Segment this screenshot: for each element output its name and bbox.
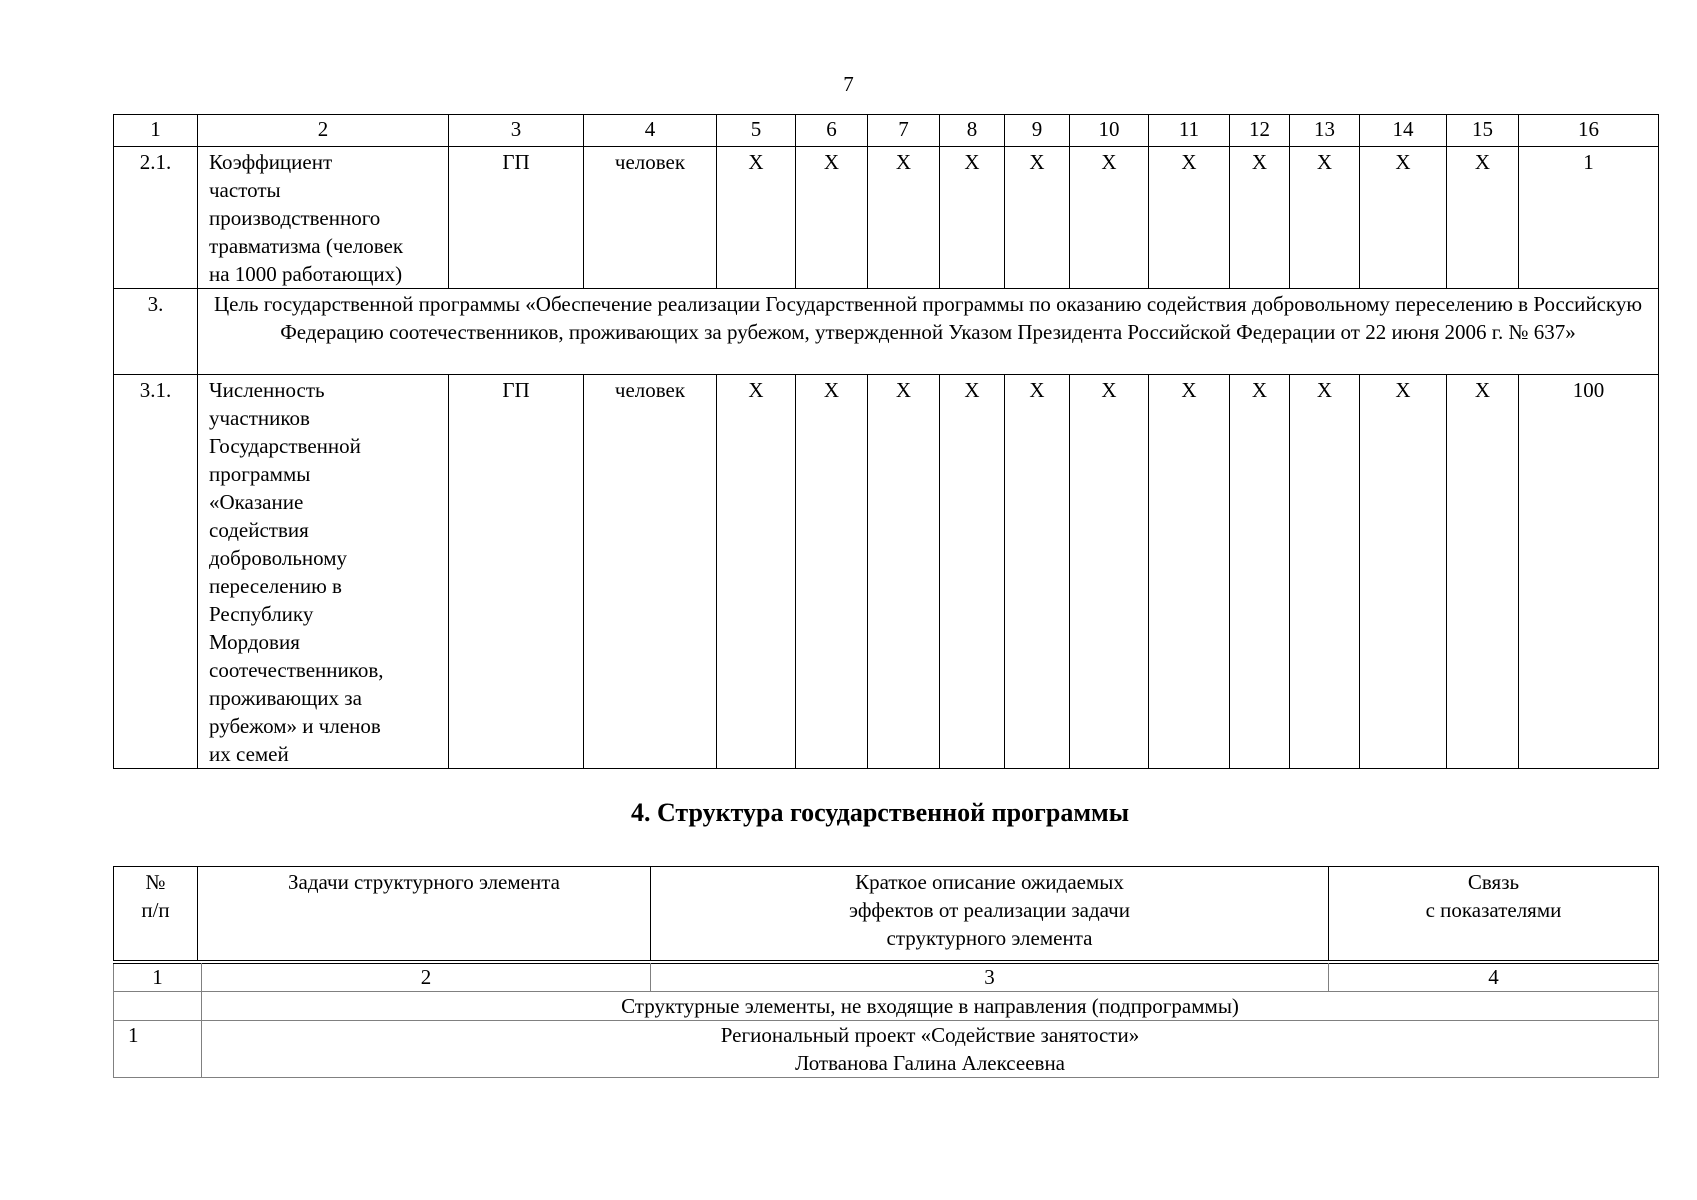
- text-line: структурного элемента: [886, 926, 1093, 950]
- column-number: 2: [202, 964, 651, 992]
- page-number: 7: [843, 72, 854, 96]
- x-cell: X: [1230, 375, 1290, 769]
- section-heading: 4. Структура государственной программы: [630, 798, 1130, 827]
- text-line: Краткое описание ожидаемых: [855, 870, 1124, 894]
- text-line: участников: [209, 406, 310, 430]
- column-number: 3: [651, 964, 1329, 992]
- text-line: Мордовия: [209, 630, 300, 654]
- column-number: 16: [1519, 115, 1659, 147]
- empty-cell: [114, 992, 202, 1021]
- text-line: Коэффициент: [209, 150, 333, 174]
- x-cell: X: [1290, 375, 1360, 769]
- structure-table-header: [113, 866, 1659, 961]
- column-number: 1: [114, 964, 202, 992]
- group-row: [114, 992, 1659, 1021]
- text-line: добровольному: [209, 546, 348, 570]
- column-number: 4: [1329, 964, 1659, 992]
- table-row: [114, 375, 1659, 769]
- x-cell: X: [717, 147, 796, 289]
- x-cell: X: [1290, 147, 1360, 289]
- column-number: 5: [717, 115, 796, 147]
- column-number: 13: [1290, 115, 1360, 147]
- project-row: [114, 1021, 1659, 1078]
- header-number: [114, 867, 198, 961]
- text-line: травматизма (человек: [209, 234, 404, 258]
- x-cell: X: [1005, 375, 1070, 769]
- text-line: Республику: [209, 602, 314, 626]
- column-number-row: [114, 964, 1659, 992]
- column-number: 15: [1447, 115, 1519, 147]
- x-cell: X: [1360, 147, 1447, 289]
- text-line: п/п: [141, 898, 170, 922]
- column-number: 8: [940, 115, 1005, 147]
- text-line: с показателями: [1425, 898, 1562, 922]
- row-number: 1: [114, 1021, 202, 1078]
- text-line: переселению в: [209, 574, 342, 598]
- column-number: 11: [1149, 115, 1230, 147]
- text-line: производственного: [209, 206, 381, 230]
- header-row: [114, 867, 1659, 961]
- text-line: соотечественников,: [209, 658, 384, 682]
- text-line: их семей: [209, 742, 289, 766]
- text-line: Связь: [1467, 870, 1520, 894]
- x-cell: X: [1070, 147, 1149, 289]
- row-number: 2.1.: [114, 147, 198, 289]
- header-effects: [651, 867, 1329, 961]
- header-indicator-link: [1329, 867, 1659, 961]
- table-row: [114, 289, 1659, 375]
- column-number: 1: [114, 115, 198, 147]
- target-value: 100: [1519, 375, 1659, 769]
- column-number-row: [114, 115, 1659, 147]
- column-number: 10: [1070, 115, 1149, 147]
- x-cell: X: [868, 147, 940, 289]
- column-number: 3: [449, 115, 584, 147]
- indicator-unit: человек: [584, 147, 717, 289]
- text-line: Региональный проект «Содействие занятости»: [720, 1023, 1140, 1047]
- text-line: эффектов от реализации задачи: [849, 898, 1130, 922]
- x-cell: X: [1149, 375, 1230, 769]
- indicator-level: ГП: [449, 375, 584, 769]
- x-cell: X: [717, 375, 796, 769]
- text-line: программы: [209, 462, 311, 486]
- column-number: 7: [868, 115, 940, 147]
- indicator-name: [198, 375, 449, 769]
- column-number: 6: [796, 115, 868, 147]
- x-cell: X: [1447, 375, 1519, 769]
- row-number: 3.: [114, 289, 198, 375]
- column-number: 2: [198, 115, 449, 147]
- x-cell: X: [1447, 147, 1519, 289]
- text-line: рубежом» и членов: [209, 714, 381, 738]
- text-line: содействия: [209, 518, 309, 542]
- group-title: Структурные элементы, не входящие в направления (подпрограммы): [202, 992, 1659, 1021]
- target-value: 1: [1519, 147, 1659, 289]
- header-tasks: Задачи структурного элемента: [198, 867, 651, 961]
- column-number: 4: [584, 115, 717, 147]
- text-line: проживающих за: [209, 686, 362, 710]
- text-line: на 1000 работающих): [209, 262, 403, 286]
- column-number: 12: [1230, 115, 1290, 147]
- x-cell: X: [940, 147, 1005, 289]
- indicator-level: ГП: [449, 147, 584, 289]
- project-title: [202, 1021, 1659, 1078]
- x-cell: X: [1149, 147, 1230, 289]
- text-line: частоты: [209, 178, 281, 202]
- program-goal: Цель государственной программы «Обеспечение реализации Государственной программы по оказанию содействия добровольному переселению в Российскую Федерацию соотечественников, проживающих за рубежом, утвержденной Указом Президента Российской Федерации от 22 июня 2006 г. № 637»: [198, 289, 1659, 375]
- x-cell: X: [940, 375, 1005, 769]
- row-number: 3.1.: [114, 375, 198, 769]
- indicator-name: [198, 147, 449, 289]
- structure-table-body: [113, 963, 1659, 1078]
- x-cell: X: [1005, 147, 1070, 289]
- text-line: №: [145, 870, 166, 894]
- text-line: Лотванова Галина Алексеевна: [794, 1051, 1066, 1075]
- x-cell: X: [1070, 375, 1149, 769]
- indicators-table: [113, 114, 1659, 769]
- x-cell: X: [1230, 147, 1290, 289]
- x-cell: X: [796, 375, 868, 769]
- table-row: [114, 147, 1659, 289]
- x-cell: X: [1360, 375, 1447, 769]
- text-line: Численность: [209, 378, 325, 402]
- indicator-unit: человек: [584, 375, 717, 769]
- x-cell: X: [868, 375, 940, 769]
- text-line: «Оказание: [209, 490, 304, 514]
- x-cell: X: [796, 147, 868, 289]
- column-number: 9: [1005, 115, 1070, 147]
- column-number: 14: [1360, 115, 1447, 147]
- text-line: Государственной: [209, 434, 361, 458]
